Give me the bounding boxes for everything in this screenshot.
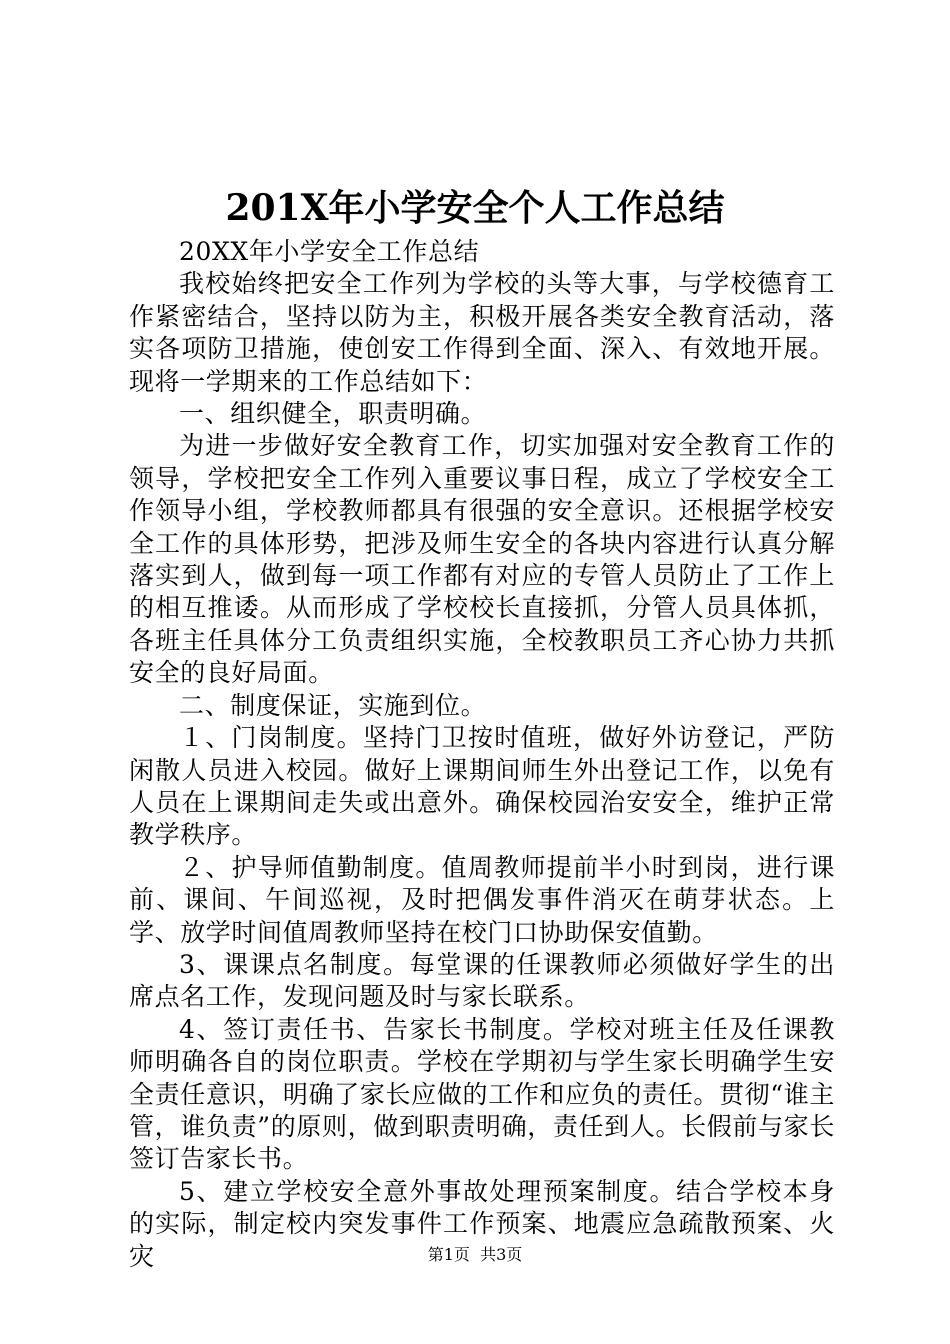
page-number: 第1页 [427,1245,470,1264]
body-paragraph: 20XX年小学安全工作总结 [179,237,480,266]
body-paragraph: 一、组织健全，职责明确。 [179,399,487,429]
body-paragraph: 二、制度保证，实施到位。 [179,690,487,720]
document-title: 201X年小学安全个人工作总结 [225,187,725,229]
page-total: 共3页 [480,1245,523,1264]
document-body [129,236,835,1273]
body-paragraph: 3、课课点名制度。每堂课的任课教师必须做好学生的出席点名工作，发现问题及时与家长联系。 [129,949,835,1012]
body-paragraph: 我校始终把安全工作列为学校的头等大事，与学校德育工作紧密结合，坚持以防为主，积极开展各类安全教育活动，落实各项防卫措施，使创安工作得到全面、深入、有效地开展。现将一学期来的工作总结如下： [129,269,835,396]
page-footer [0,1244,950,1266]
body-paragraph: 为进一步做好安全教育工作，切实加强对安全教育工作的领导，学校把安全工作列入重要议事日程，成立了学校安全工作领导小组，学校教师都具有很强的安全意识。还根据学校安全工作的具体形势，把涉及师生安全的各块内容进行认真分解落实到人，做到每一项工作都有对应的专管人员防止了工作上的相互推诿。从而形成了学校校长直接抓，分管人员具体抓，各班主任具体分工负责组织实施，全校教职员工齐心协力共抓安全的良好局面。 [129,431,835,688]
body-paragraph: 5、建立学校安全意外事故处理预案制度。结合学校本身的实际，制定校内突发事件工作预案、地震应急疏散预案、火灾 [129,1176,835,1271]
body-paragraph: 4、签订责任书、告家长书制度。学校对班主任及任课教师明确各自的岗位职责。学校在学期初与学生家长明确学生安全责任意识，明确了家长应做的工作和应负的责任。贯彻“谁主管，谁负责”的原则，做到职责明确，责任到人。长假前与家长签订告家长书。 [129,1014,835,1174]
body-paragraph: １、门岗制度。坚持门卫按时值班，做好外访登记，严防闲散人员进入校园。做好上课期间师生外出登记工作，以免有人员在上课期间走失或出意外。确保校园治安安全，维护正常教学秩序。 [129,723,835,850]
body-paragraph: ２、护导师值勤制度。值周教师提前半小时到岗，进行课前、课间、午间巡视，及时把偶发事件消灭在萌芽状态。上学、放学时间值周教师坚持在校门口协助保安值勤。 [129,852,835,947]
